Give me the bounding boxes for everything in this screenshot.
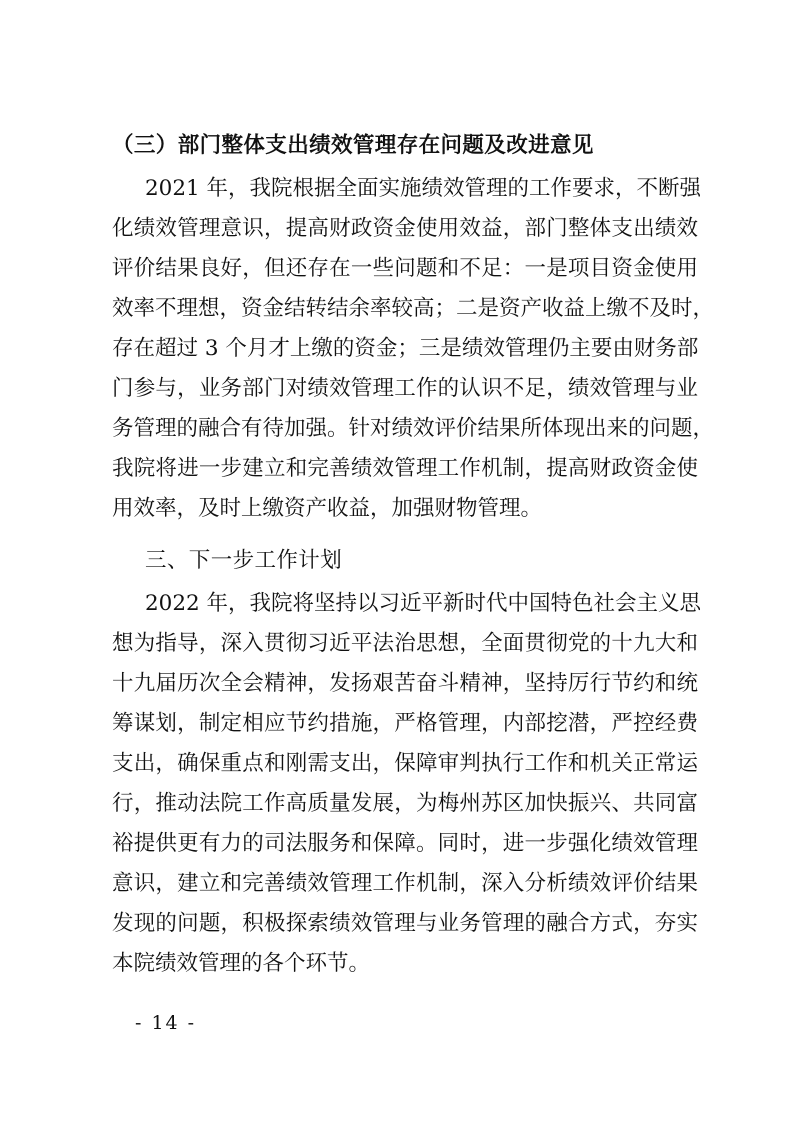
subsection-heading: （三）部门整体支出绩效管理存在问题及改进意见 xyxy=(112,133,594,158)
paragraph-line: 存在超过 3 个月才上缴的资金；三是绩效管理仍主要由财务部 xyxy=(112,336,699,361)
paragraph-line: 化绩效管理意识，提高财政资金使用效益，部门整体支出绩效 xyxy=(112,216,698,241)
paragraph-line: 务管理的融合有待加强。针对绩效评价结果所体现出来的问题， xyxy=(112,416,715,441)
page-number: - 14 - xyxy=(135,1012,197,1034)
paragraph-line: 效率不理想，资金结转结余率较高；二是资产收益上缴不及时， xyxy=(112,296,715,321)
paragraph-line: 2021 年，我院根据全面实施绩效管理的工作要求，不断强 xyxy=(145,176,702,201)
paragraph-line: 筹谋划，制定相应节约措施，严格管理，内部挖潜，严控经费 xyxy=(112,711,698,736)
paragraph-line: 裕提供更有力的司法服务和保障。同时，进一步强化绩效管理 xyxy=(112,831,698,856)
paragraph-line: 意识，建立和完善绩效管理工作机制，深入分析绩效评价结果 xyxy=(112,871,698,896)
section-heading: 三、下一步工作计划 xyxy=(145,548,343,573)
paragraph-line: 十九届历次全会精神，发扬艰苦奋斗精神，坚持厉行节约和统 xyxy=(112,671,698,696)
paragraph-line: 行，推动法院工作高质量发展，为梅州苏区加快振兴、共同富 xyxy=(112,791,698,816)
paragraph-problems xyxy=(112,169,715,529)
paragraph-line: 我院将进一步建立和完善绩效管理工作机制，提高财政资金使 xyxy=(112,456,698,481)
paragraph-line: 支出，确保重点和刚需支出，保障审判执行工作和机关正常运 xyxy=(112,751,698,776)
paragraph-line: 用效率，及时上缴资产收益，加强财物管理。 xyxy=(112,496,543,521)
paragraph-line: 发现的问题，积极探索绩效管理与业务管理的融合方式，夯实 xyxy=(112,911,698,936)
paragraph-plan xyxy=(112,584,702,984)
paragraph-line: 评价结果良好，但还存在一些问题和不足：一是项目资金使用 xyxy=(112,256,698,281)
paragraph-line: 2022 年，我院将坚持以习近平新时代中国特色社会主义思 xyxy=(145,591,702,616)
paragraph-line: 本院绩效管理的各个环节。 xyxy=(112,951,371,976)
paragraph-line: 门参与，业务部门对绩效管理工作的认识不足，绩效管理与业 xyxy=(112,376,698,401)
paragraph-line: 想为指导，深入贯彻习近平法治思想，全面贯彻党的十九大和 xyxy=(112,631,698,656)
